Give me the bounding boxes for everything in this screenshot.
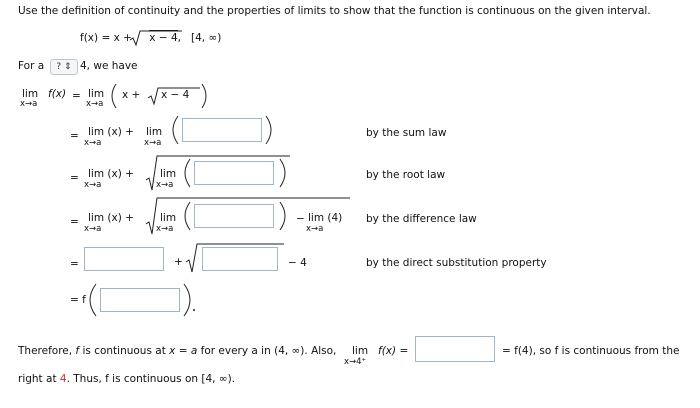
left-paren-icon [173,116,178,144]
lim-sub: x→a [20,99,38,109]
sum-law-input[interactable] [182,118,262,142]
conclusion-line-2: right at 4. Thus, f is continuous on [4, ∞). [18,373,236,385]
function-radicand: x − 4 [149,32,178,44]
minus-four: − 4 [288,257,307,269]
lim-sub: x→a [84,138,102,148]
left-paren-icon [112,84,116,108]
expr-inner: x + [122,89,141,101]
right-paren-icon [202,84,206,108]
lim-label: lim [146,126,163,138]
f-prefix: = f [70,294,86,306]
function-interval: [4, ∞) [191,32,222,44]
left-paren-icon [185,202,190,230]
lim-sub: x→a [156,224,174,234]
lim-x-plus: lim (x) + [88,126,134,138]
lim-label: lim [160,212,177,224]
lim-sub: x→a [144,138,162,148]
equals-sign: = [70,130,79,142]
relation-select[interactable] [50,59,78,75]
lim-sub: x→a [306,224,324,234]
instruction-text: Use the definition of continuity and the properties of limits to show that the function is continuous on the given interval. [18,5,651,17]
lim-label: lim [88,88,105,100]
one-sided-limit-input[interactable] [415,336,495,362]
direct-sub-label: by the direct substitution property [366,257,547,269]
intro-prefix: For a [18,60,45,72]
lim-sub: x→a [84,224,102,234]
direct-sub-input-1[interactable] [84,247,164,271]
left-paren-icon [90,284,96,316]
one-sided-fx: f(x) = [378,345,409,357]
plus-sign: + [174,256,183,268]
left-paren-icon [185,159,190,187]
right-paren-icon [280,159,285,187]
function-lhs: f(x) = x + [80,32,136,44]
lim-sub: x→a [84,180,102,190]
conclusion-line-1: Therefore, f is continuous at x = a for every a in (4, ∞). Also, [18,345,337,357]
intro-suffix: 4, we have [80,60,138,72]
period-dot-icon [193,309,195,311]
lim-sub: x→a [156,180,174,190]
updown-icon: ⇕ [64,62,72,72]
difference-law-input[interactable] [194,204,274,228]
equals-sign: = [70,216,79,228]
root-law-label: by the root law [366,169,446,181]
minus-sign: − [296,213,305,225]
fx-label: f(x) [48,88,67,100]
one-sided-lim-sub: x→4⁺ [344,357,367,367]
right-paren-icon [184,284,190,316]
sum-law-label: by the sum law [366,127,447,139]
lim-label: lim [22,88,39,100]
equals-sign: = [72,90,81,102]
difference-law-label: by the difference law [366,213,477,225]
one-sided-lim: lim [352,345,369,357]
equals-sign: = [70,258,79,270]
lim-x-plus: lim (x) + [88,212,134,224]
lim-sub: x→a [86,99,104,109]
relation-select-value: ? [56,62,62,72]
lim-4: lim (4) [308,212,343,224]
lim-x-plus: lim (x) + [88,168,134,180]
right-paren-icon [280,202,285,230]
lim-label: lim [160,168,177,180]
expr-radicand: x − 4 [161,89,190,101]
f-argument-input[interactable] [100,288,180,312]
direct-sub-input-2[interactable] [202,247,278,271]
equals-sign: = [70,172,79,184]
right-paren-icon [266,116,271,144]
root-law-input[interactable] [194,161,274,185]
function-definition: f(x) = x + x − 4, [4, ∞) [80,32,222,44]
conclusion-rhs: = f(4), so f is continuous from the [502,345,680,357]
